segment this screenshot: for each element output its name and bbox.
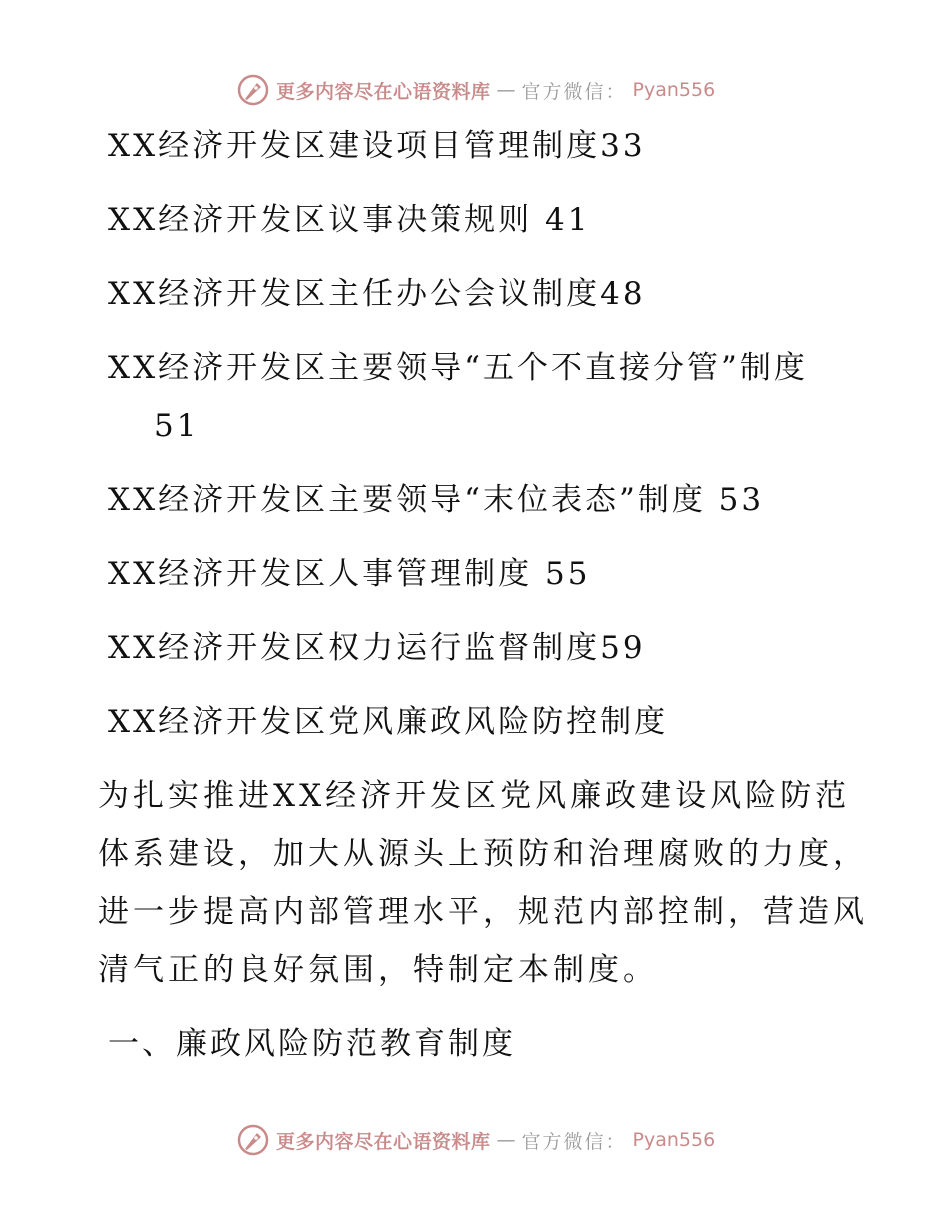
paragraph-line: 清气正的良好氛围，特制定本制度。 [98, 952, 658, 988]
toc-entry: XX经济开发区建设项目管理制度33 [108, 128, 646, 164]
watermark-wechat-id: Pyan556 [632, 79, 716, 101]
section-title: XX经济开发区党风廉政风险防控制度 [108, 704, 669, 740]
toc-entry: XX经济开发区议事决策规则 41 [108, 202, 591, 238]
watermark-dash: — [496, 79, 516, 101]
pen-nib-logo-icon [236, 1123, 270, 1157]
watermark-main-text: 更多内容尽在心语资料库 [276, 80, 491, 103]
toc-entry-page-continuation: 51 [154, 408, 200, 444]
paragraph-line: 体系建设，加大从源头上预防和治理腐败的力度， [98, 836, 868, 872]
toc-entry: XX经济开发区主要领导“末位表态”制度 53 [108, 482, 765, 518]
pen-nib-logo-icon [236, 73, 270, 107]
toc-entry: XX经济开发区主要领导“五个不直接分管”制度 [108, 350, 808, 386]
watermark-label: 官方微信： [521, 80, 627, 103]
watermark-wechat-id: Pyan556 [632, 1129, 716, 1151]
watermark-label: 官方微信： [521, 1130, 627, 1153]
toc-entry: XX经济开发区主任办公会议制度48 [108, 276, 646, 312]
paragraph-line: 进一步提高内部管理水平，规范内部控制，营造风 [98, 894, 868, 930]
watermark-dash: — [496, 1129, 516, 1151]
toc-entry: XX经济开发区人事管理制度 55 [108, 556, 591, 592]
heading-level-1: 一、廉政风险防范教育制度 [108, 1026, 516, 1062]
watermark-footer [236, 1122, 715, 1158]
paragraph-line: 为扎实推进XX经济开发区党风廉政建设风险防范 [98, 778, 851, 814]
toc-entry: XX经济开发区权力运行监督制度59 [108, 630, 646, 666]
watermark-header [236, 72, 715, 108]
watermark-main-text: 更多内容尽在心语资料库 [276, 1130, 491, 1153]
